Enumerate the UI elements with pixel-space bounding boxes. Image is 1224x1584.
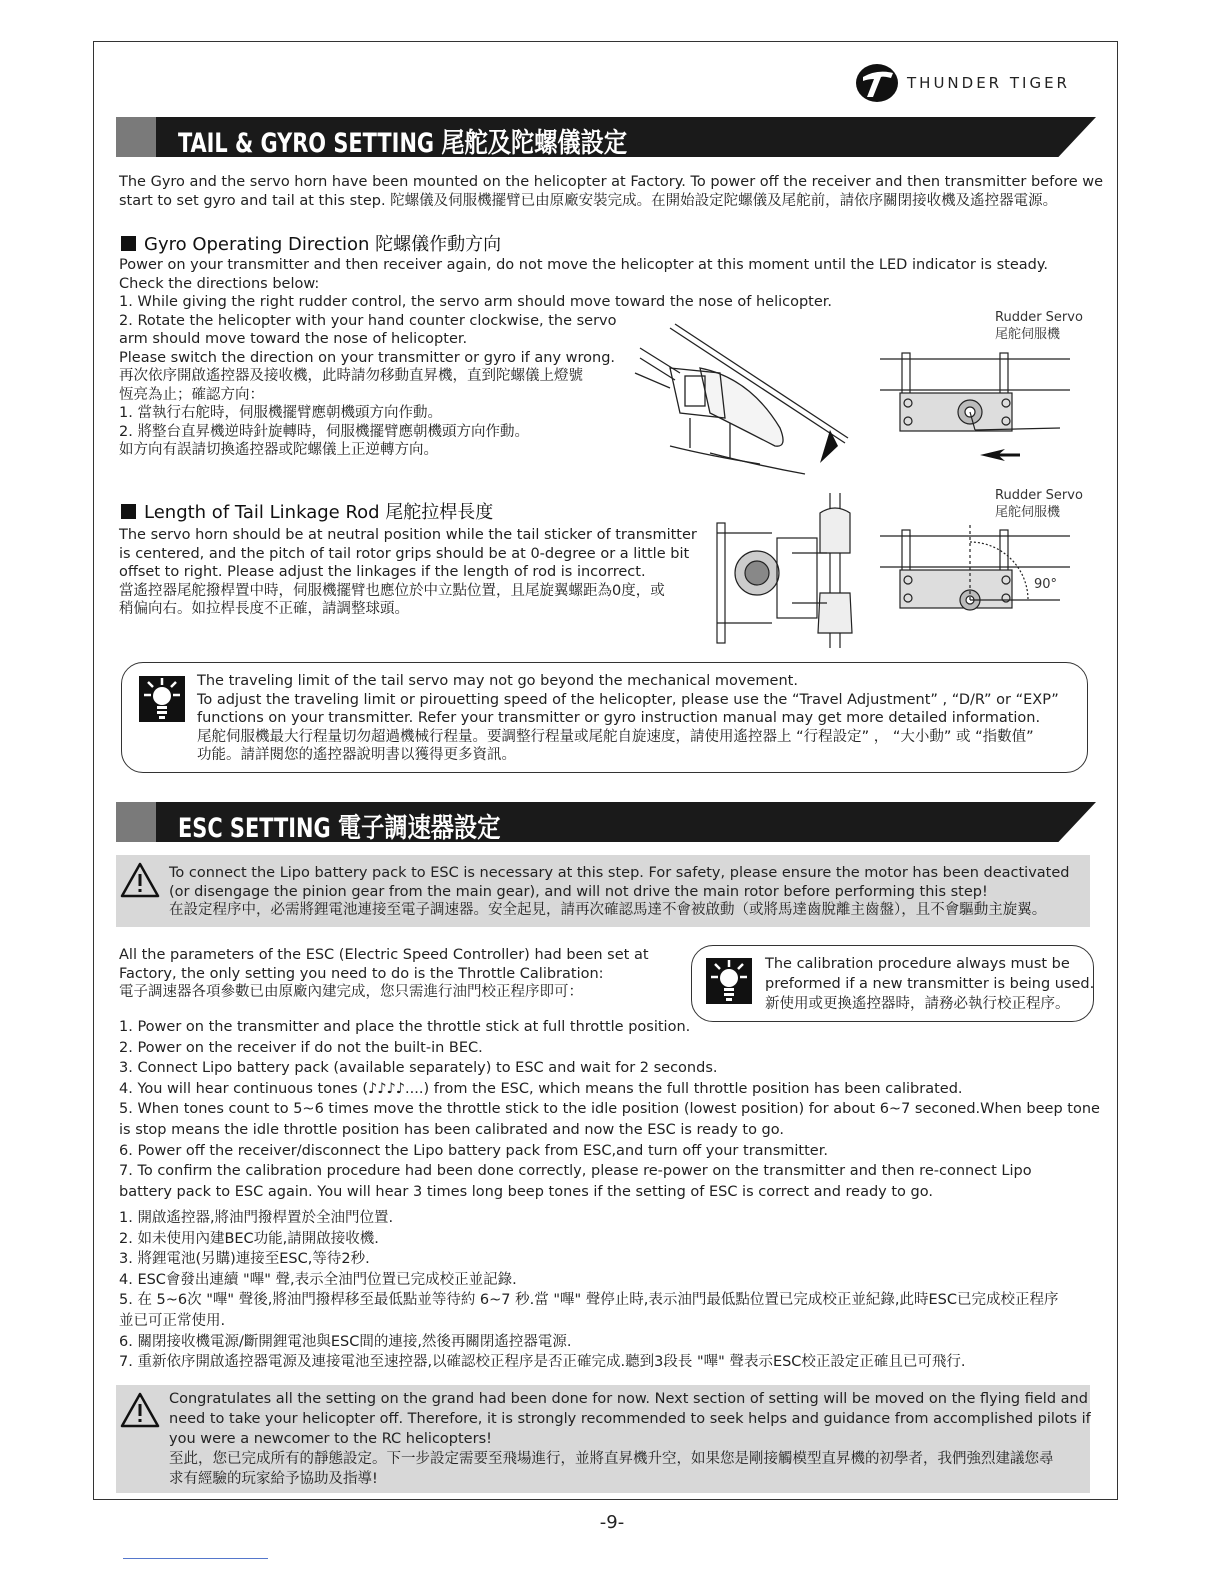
warning-icon — [120, 862, 160, 898]
footer-rule — [123, 1558, 268, 1559]
thunder-tiger-logo-icon — [855, 63, 899, 103]
rudder-servo-caption-1: Rudder Servo 尾舵伺服機 — [995, 310, 1083, 342]
gyro-heading: Gyro Operating Direction 陀螺儀作動方向 — [121, 230, 501, 256]
linkage-heading: Length of Tail Linkage Rod 尾舵拉桿長度 — [121, 498, 493, 524]
brand-logo — [855, 63, 1070, 103]
angle-label: 90° — [1034, 577, 1058, 592]
tip-text-calibration: The calibration procedure always must be preformed if a new transmitter is being used. 新使用或更換遙控器時，請務必執行校正程序。 — [765, 956, 1095, 1012]
section-banner-esc — [116, 802, 1096, 842]
warning-text-battery: To connect the Lipo battery pack to ESC is necessary at this step. For safety, please ensure the motor has been deactivated (or disengage the pinion gear from the main gear), and will not drive the main rotor before performing this step! 在設定程序中，必需將鋰電池連接至電子調速器。安全起見，請再次確認馬達不會被啟動（或將馬達齒脫離主齒盤），且不會驅動主旋翼。 — [169, 865, 1070, 918]
esc-parameters-text: All the parameters of the ESC (Electric Speed Controller) had been set at Factory, the only setting you need to do is the Throttle Calibration: 電子調速器各項參數已由原廠內建完成，您只需進行油門校正程序即可： — [119, 947, 649, 1000]
calibration-steps-en: 1. Power on the transmitter and place the throttle stick at full throttle position. 2. Power on the receiver if do not the built-in BEC. 3. Connect Lipo battery pack (available separately) to ESC and wait for 2 seconds. 4. You will hear continuous tones (♪♪♪♪....) from the ESC, which means the full throttle position has been calibrated. 5. When tones count to 5~6 times move the throttle stick to the idle position (lowest position) for about 6~7 seconed.When beep tone is stop means the idle throttle position has been calibrated and now the ESC is ready to go. 6. Power off the receiver/disconnect the Lipo battery pack from ESC,and turn off your transmitter. 7. To confirm the calibration procedure had been done correctly, please re-power on the transmitter and then re-connect Lipo battery pack to ESC again. You will hear 3 times long beep tones if the setting of ESC is correct and ready to go. — [119, 1019, 1100, 1200]
page-number: -9- — [599, 1512, 625, 1533]
rudder-servo-caption-2: Rudder Servo 尾舵伺服機 — [995, 488, 1083, 520]
lightbulb-tip-icon — [139, 676, 185, 722]
section-title: TAIL & GYRO SETTING 尾舵及陀螺儀設定 — [178, 128, 628, 159]
helicopter-rotation-illustration — [630, 318, 850, 478]
linkage-instructions: The servo horn should be at neutral position while the tail sticker of transmitter is centered, and the pitch of tail rotor grips should be at 0-degree or a little bit offset to right. Please adjust the linkages if the length of rod is incorrect. 當遙控器尾舵撥桿置中時，伺服機擺臂也應位於中立點位置，且尾旋翼螺距為0度，或 稍偏向右。如拉桿長度不正確，請調整球頭。 — [119, 527, 697, 617]
rudder-servo-diagram-1 — [880, 345, 1070, 465]
brand-name: THUNDER TIGER — [907, 74, 1070, 92]
section-title: ESC SETTING 電子調速器設定 — [178, 813, 501, 844]
gyro-instructions: Power on your transmitter and then receiver again, do not move the helicopter at this moment until the LED indicator is steady. Check the directions below: 1. While giving the right rudder control, the servo arm should move toward the nose of helicopter. 2. Rotate the helicopter with your hand counter clockwise, the servo arm should move toward the nose of helicopter. Please switch the direction on your transmitter or gyro if any wrong. 再次依序開啟遙控器及接收機，此時請勿移動直昇機，直到陀螺儀上燈號 恆亮為止；確認方向： 1. 當執行右舵時，伺服機擺臂應朝機頭方向作動。 2. 將整台直昇機逆時針旋轉時，伺服機擺臂應朝機頭方向作動。 如方向有誤請切換遙控器或陀螺儀上正逆轉方向。 — [119, 257, 1048, 458]
calibration-steps-zh: 1. 開啟遙控器,將油門撥桿置於全油門位置. 2. 如未使用內建BEC功能,請開啟接收機. 3. 將鋰電池(另購)連接至ESC,等待2秒. 4. ESC會發出連續 "嗶" 聲,表示全油門位置已完成校正並記錄. 5. 在 5~6次 "嗶" 聲後,將油門撥桿移至最低點並等待約 6~7 秒.當 "嗶" 聲停止時,表示油門最低點位置已完成校正並紀錄,此時ESC已完成校正程序 並已可正常使用. 6. 關閉接收機電源/斷開鋰電池與ESC間的連接,然後再關閉遙控器電源. 7. 重新依序開啟遙控器電源及連接電池至速控器,以確認校正程序是否正確完成.聽到3段長 "嗶" 聲表示ESC校正設定正確且已可飛行. — [119, 1210, 1059, 1371]
warning-icon — [120, 1392, 160, 1428]
rudder-servo-diagram-2 — [880, 522, 1070, 622]
tip-text-tail-servo: The traveling limit of the tail servo may not go beyond the mechanical movement. To adjust the traveling limit or pirouetting speed of the helicopter, please use the “Travel Adjustment” , “D/R” or “EXP” functions on your transmitter. Refer your transmitter or gyro instruction manual may get more detailed information. 尾舵伺服機最大行程量切勿超過機械行程量。要調整行程量或尾舵自旋速度，請使用遙控器上 “行程設定” ， “大小動” 或 “指數值” 功能。請詳閱您的遙控器說明書以獲得更多資訊。 — [197, 673, 1059, 763]
section-banner-tail-gyro — [116, 117, 1096, 157]
lightbulb-tip-icon — [706, 958, 752, 1004]
intro-text: The Gyro and the servo horn have been mounted on the helicopter at Factory. To power off the receiver and then transmitter before we start to set gyro and tail at this step. 陀螺儀及伺服機擺臂已由原廠安裝完成。在開始設定陀螺儀及尾舵前，請依序關閉接收機及遙控器電源。 — [119, 174, 1104, 209]
tail-linkage-illustration — [712, 493, 862, 648]
final-notice-text: Congratulates all the setting on the grand had been done for now. Next section of setting will be moved on the flying field and need to take your helicopter off. Therefore, it is strongly recommended to seek helps and guidance from accomplished pilots if you were a newcomer to the RC helicopters! 至此，您已完成所有的靜態設定。下一步設定需要至飛場進行，並將直昇機升空，如果您是剛接觸模型直昇機的初學者，我們強烈建議您尋 求有經驗的玩家給予協助及指導! — [169, 1391, 1091, 1487]
